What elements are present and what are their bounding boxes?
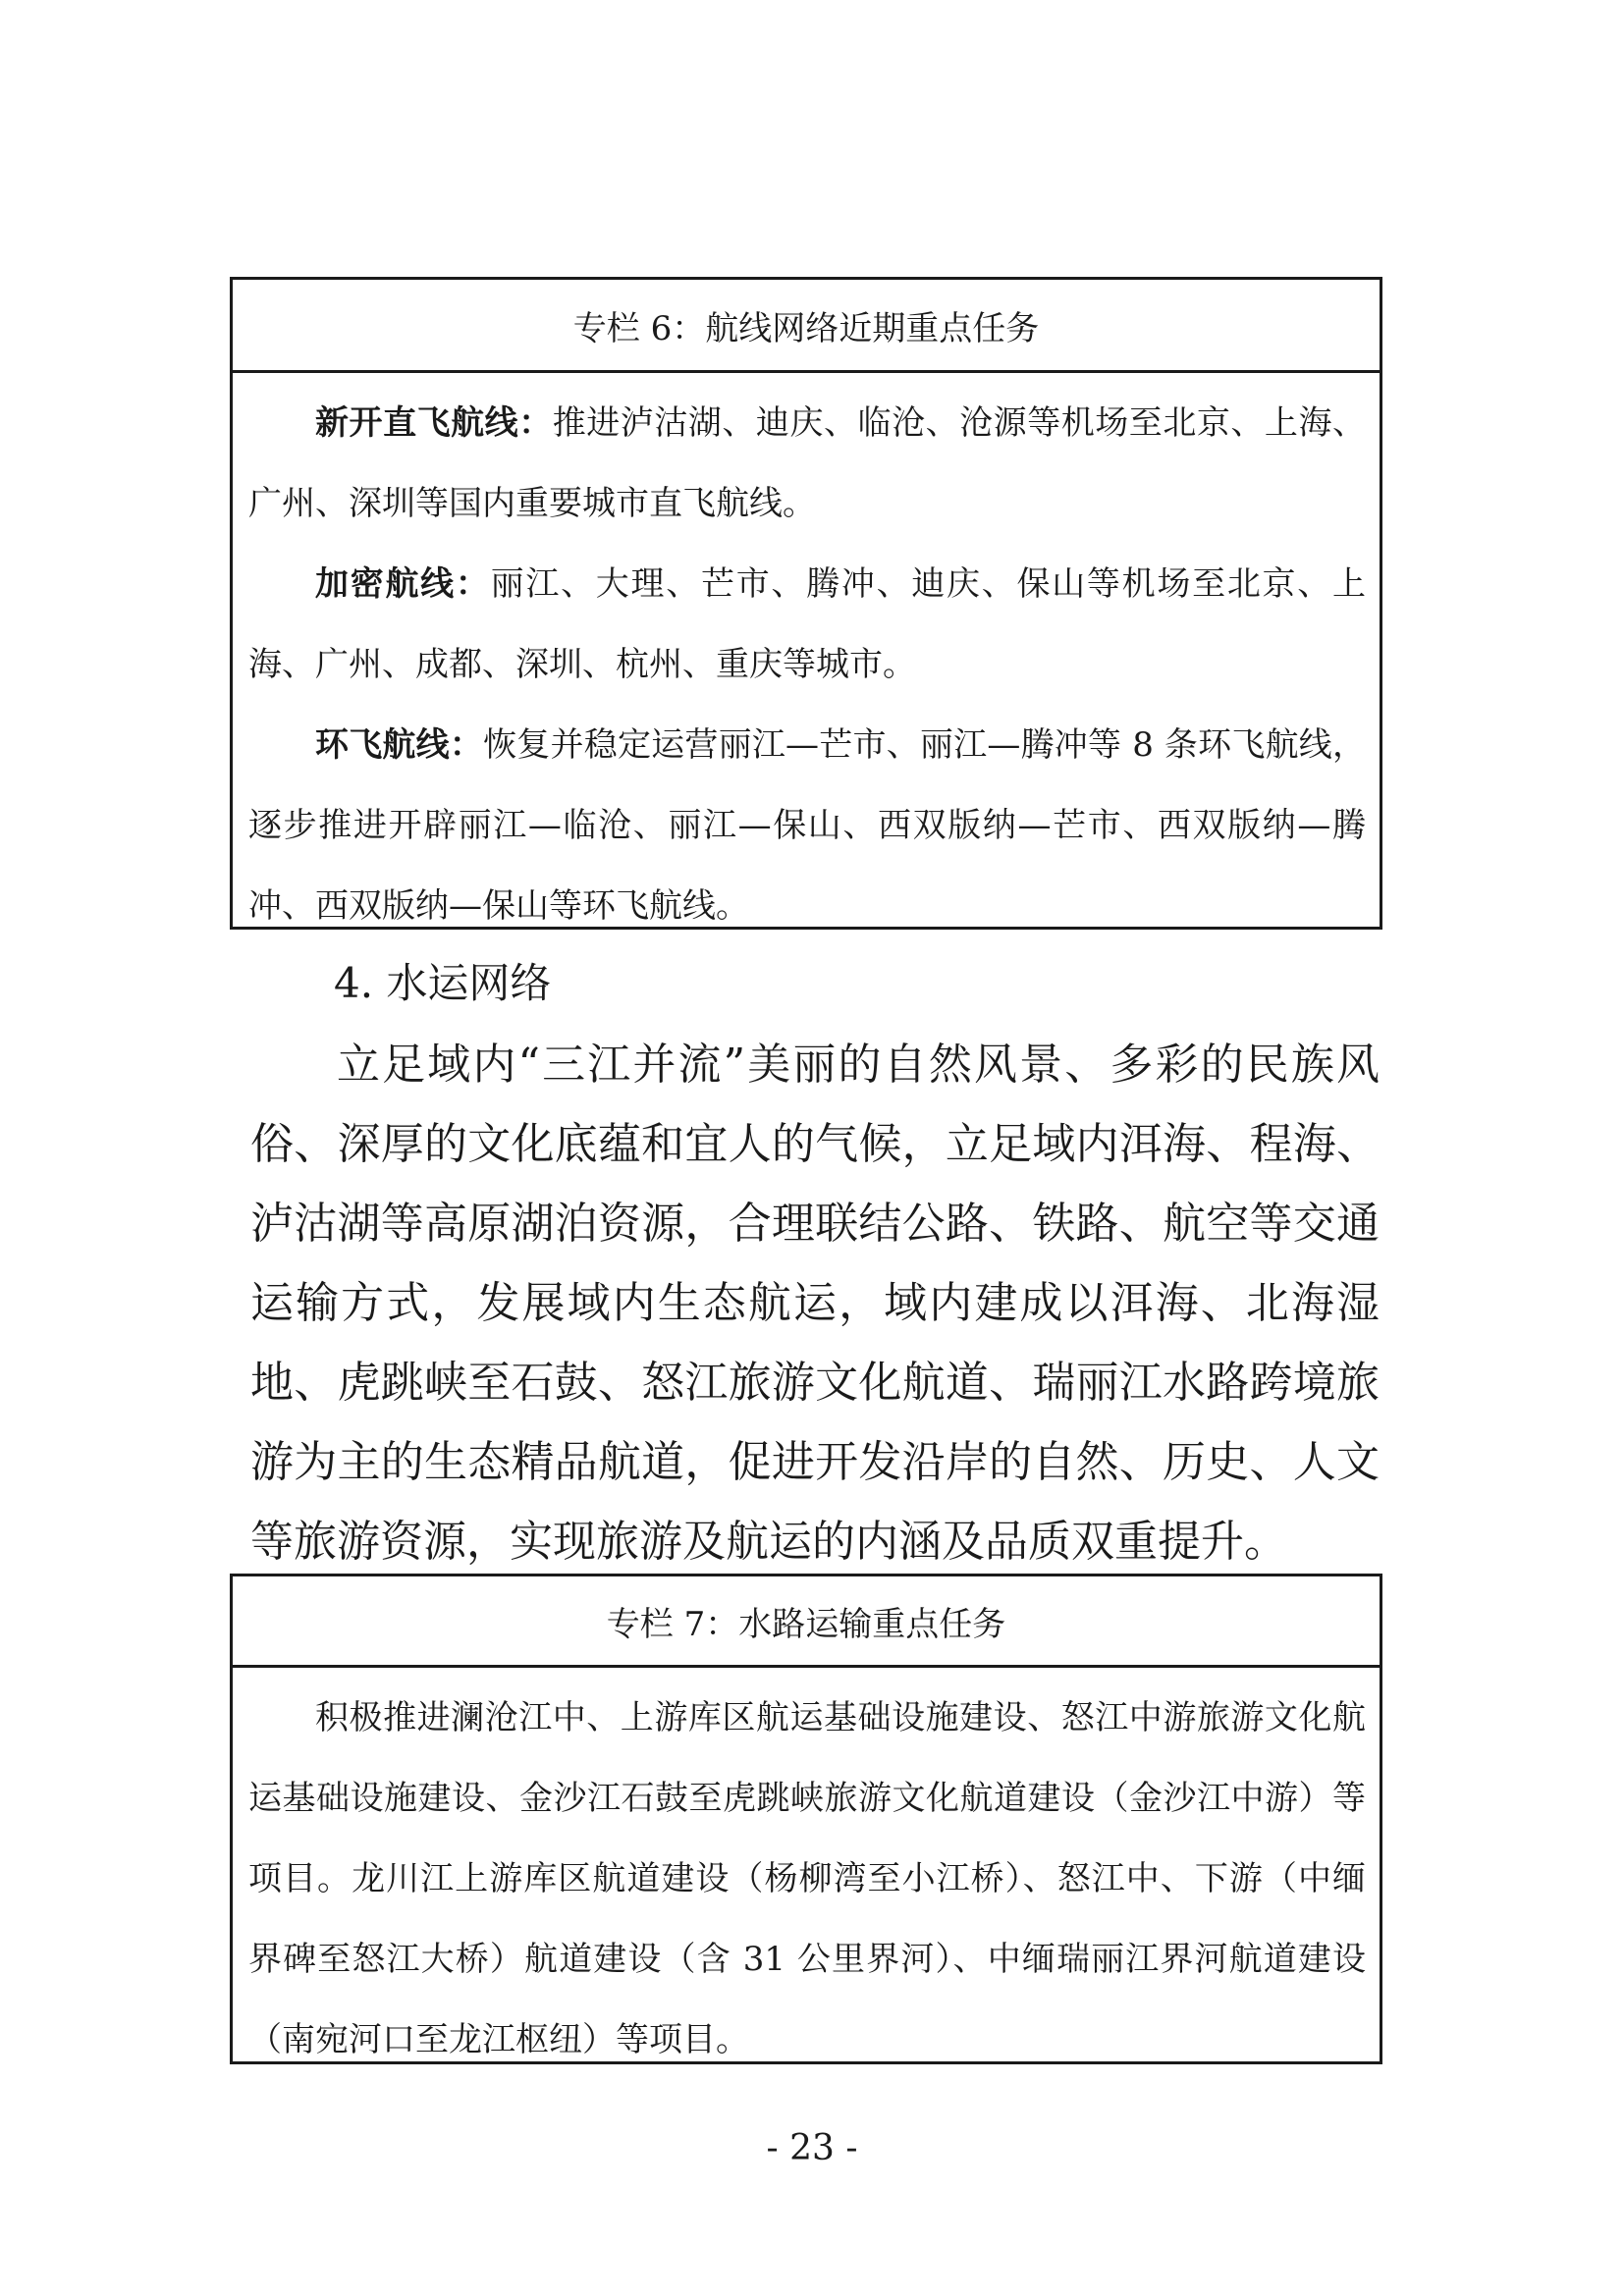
task-lead: 新开直飞航线：: [315, 403, 553, 443]
column-box-7-body: [233, 1668, 1380, 2080]
page-number: - 23 -: [766, 2128, 858, 2168]
task-paragraph-loop-routes: [248, 705, 1366, 946]
section-paragraph: 立足域内“三江并流”美丽的自然风景、多彩的民族风俗、深厚的文化底蕴和宜人的气候，立足域内洱海、程海、泸沽湖等高原湖泊资源，合理联结公路、铁路、航空等交通运输方式，发展域内生态航运，域内建成以洱海、北海湿地、虎跳峡至石鼓、怒江旅游文化航道、瑞丽江水路跨境旅游为主的生态精品航道，促进开发沿岸的自然、历史、人文等旅游资源，实现旅游及航运的内涵及品质双重提升。: [250, 1040, 1380, 1567]
task-paragraph-direct-routes: [248, 383, 1366, 544]
task-lead: 加密航线：: [315, 564, 491, 604]
task-paragraph-waterway: 积极推进澜沧江中、上游库区航运基础设施建设、怒江中游旅游文化航运基础设施建设、金沙江石鼓至虎跳峡旅游文化航道建设（金沙江中游）等项目。龙川江上游库区航道建设（杨柳湾至小江桥）、怒江中、下游（中缅界碑至怒江大桥）航道建设（含 31 公里界河）、中缅瑞丽江界河航道建设（南宛河口至龙江枢纽）等项目。: [248, 1698, 1366, 2059]
column-box-6: [230, 277, 1382, 930]
section-heading: 4. 水运网络: [334, 959, 552, 1007]
task-text: 推进泸沽湖、迪庆、临沧、沧源等机场至北京、上海、广州、深圳等国内重要城市直飞航线。: [248, 403, 1366, 523]
task-text: 丽江、大理、芒市、腾冲、迪庆、保山等机场至北京、上海、广州、成都、深圳、杭州、重庆等城市。: [248, 564, 1367, 684]
column-box-7: [230, 1574, 1382, 2064]
task-paragraph-dense-routes: [248, 544, 1366, 705]
column-box-7-title: 专栏 7：水路运输重点任务: [233, 1576, 1380, 1668]
task-text: 恢复并稳定运营丽江—芒市、丽江—腾冲等 8 条环飞航线，逐步推进开辟丽江—临沧、丽江—保山、西双版纳—芒市、西双版纳—腾冲、西双版纳—保山等环飞航线。: [248, 725, 1367, 926]
task-lead: 环飞航线：: [315, 725, 484, 765]
column-box-6-title: 专栏 6：航线网络近期重点任务: [233, 280, 1380, 373]
column-box-6-body: [233, 373, 1380, 946]
